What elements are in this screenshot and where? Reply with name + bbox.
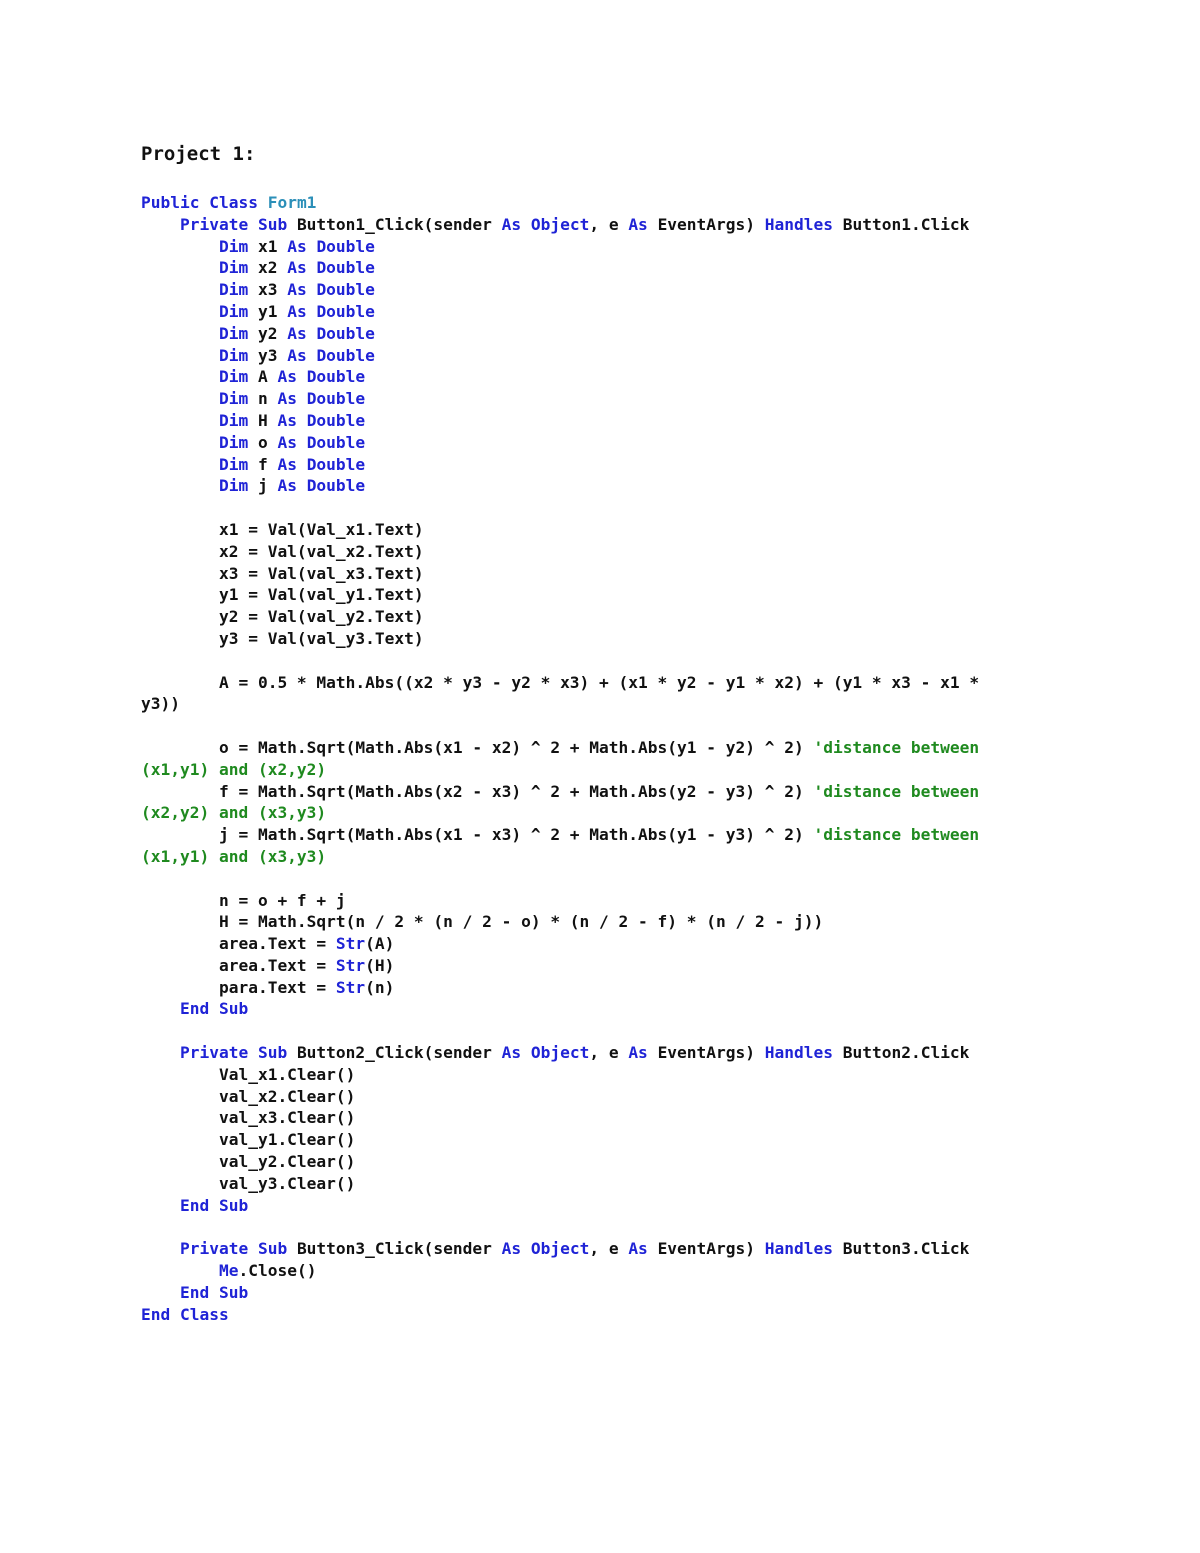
code-line xyxy=(141,563,1041,585)
code-line xyxy=(141,672,1041,694)
code-text xyxy=(141,1283,180,1302)
code-text xyxy=(141,280,219,299)
code-line xyxy=(141,737,1041,759)
code-keyword: Dim xyxy=(218,301,258,321)
code-text: x1 = Val(Val_x1.Text) xyxy=(141,519,424,539)
code-text: x2 = Val(val_x2.Text) xyxy=(141,541,424,561)
code-keyword: Handles xyxy=(764,214,843,234)
code-keyword: As Double xyxy=(287,301,375,321)
code-text: H = Math.Sqrt(n / 2 * (n / 2 - o) * (n / 2 - f) * (n / 2 - j)) xyxy=(141,912,824,932)
code-line xyxy=(141,541,1041,563)
code-type-name: Form1 xyxy=(267,193,317,212)
code-text xyxy=(141,258,219,277)
code-line xyxy=(141,236,1041,258)
code-line xyxy=(141,366,1041,388)
code-text: val_y2.Clear() xyxy=(141,1152,356,1172)
code-text: o xyxy=(257,432,278,452)
code-line xyxy=(141,1086,1041,1108)
code-line xyxy=(141,911,1041,933)
code-text: A = 0.5 * Math.Abs((x2 * y3 - y2 * x3) + (x1 * y2 - y1 * x2) + (y1 * x3 - x1 * xyxy=(141,672,980,692)
code-text xyxy=(141,215,180,234)
code-text xyxy=(141,1043,180,1062)
code-text: A xyxy=(257,367,278,387)
code-keyword: As xyxy=(628,1239,658,1259)
code-line xyxy=(141,933,1041,955)
code-line xyxy=(141,715,1041,737)
code-keyword: As Double xyxy=(287,258,375,278)
code-text: Button3_Click(sender xyxy=(296,1239,502,1259)
code-line xyxy=(141,781,1041,803)
code-line xyxy=(141,824,1041,846)
code-text: Button2.Click xyxy=(842,1043,970,1063)
code-text: x3 = Val(val_x3.Text) xyxy=(141,563,424,583)
code-keyword: Dim xyxy=(218,476,258,496)
code-text: val_y3.Clear() xyxy=(141,1173,356,1193)
code-text: Button3.Click xyxy=(842,1239,970,1259)
code-keyword: As Double xyxy=(277,389,366,409)
document-heading: Project 1: xyxy=(141,143,256,165)
code-text: f xyxy=(257,454,278,474)
code-keyword: Dim xyxy=(218,432,258,452)
code-line xyxy=(141,998,1041,1020)
code-line xyxy=(141,802,1041,824)
code-line xyxy=(141,1216,1041,1238)
code-line xyxy=(141,1238,1041,1260)
code-text: x1 xyxy=(257,236,288,256)
code-line xyxy=(141,1129,1041,1151)
code-text: Button1_Click(sender xyxy=(296,214,502,234)
code-line xyxy=(141,1304,1041,1326)
code-keyword: Str xyxy=(335,955,366,975)
code-comment: (x1,y1) and (x3,y3) xyxy=(141,846,327,866)
code-line xyxy=(141,1151,1041,1173)
code-line xyxy=(141,497,1041,519)
code-text xyxy=(141,324,219,343)
code-text: y2 = Val(val_y2.Text) xyxy=(141,607,424,627)
code-text xyxy=(141,455,219,474)
code-keyword: Dim xyxy=(218,345,258,365)
code-text: , e xyxy=(589,1043,629,1063)
code-keyword: As Double xyxy=(277,454,366,474)
code-keyword: As Double xyxy=(277,476,366,496)
code-keyword: As Double xyxy=(277,410,366,430)
code-keyword: Private Sub xyxy=(179,1043,297,1063)
code-text: , e xyxy=(589,1239,629,1259)
code-line xyxy=(141,606,1041,628)
code-text: y2 xyxy=(257,323,288,343)
code-text xyxy=(141,1196,180,1215)
code-line xyxy=(141,1195,1041,1217)
code-line xyxy=(141,454,1041,476)
code-keyword: As Object xyxy=(501,214,590,234)
code-text: val_x3.Clear() xyxy=(141,1108,356,1128)
code-keyword: Str xyxy=(335,934,366,954)
code-line xyxy=(141,584,1041,606)
code-keyword: Dim xyxy=(218,367,258,387)
code-text xyxy=(141,411,219,430)
code-keyword: Str xyxy=(335,977,366,997)
code-text: y3)) xyxy=(141,694,180,714)
code-text: n = o + f + j xyxy=(141,890,346,910)
code-text: Button1.Click xyxy=(842,214,970,234)
code-text: EventArgs) xyxy=(657,214,765,234)
code-line xyxy=(141,323,1041,345)
code-line xyxy=(141,693,1041,715)
code-text: para.Text = xyxy=(141,977,336,997)
code-keyword: As xyxy=(628,1043,658,1063)
code-text xyxy=(141,999,180,1018)
code-text: area.Text = xyxy=(141,955,336,975)
code-text: o = Math.Sqrt(Math.Abs(x1 - x2) ^ 2 + Math.Abs(y1 - y2) ^ 2) xyxy=(141,737,814,757)
code-line xyxy=(141,301,1041,323)
code-text: Button2_Click(sender xyxy=(296,1043,502,1063)
code-text xyxy=(141,346,219,365)
code-text: (H) xyxy=(365,955,395,975)
code-keyword: Dim xyxy=(218,323,258,343)
code-text: .Close() xyxy=(238,1261,317,1281)
code-text: y3 xyxy=(257,345,288,365)
code-comment: (x1,y1) and (x2,y2) xyxy=(141,759,327,779)
code-line xyxy=(141,345,1041,367)
code-comment: 'distance between xyxy=(813,737,980,757)
code-text: y1 xyxy=(257,301,288,321)
code-keyword: Dim xyxy=(218,454,258,474)
code-text: Val_x1.Clear() xyxy=(141,1064,356,1084)
code-text: val_x2.Clear() xyxy=(141,1086,356,1106)
code-line xyxy=(141,846,1041,868)
code-text xyxy=(141,1261,219,1280)
code-keyword: As xyxy=(628,214,658,234)
code-line xyxy=(141,955,1041,977)
code-keyword: Handles xyxy=(764,1239,843,1259)
code-keyword: Handles xyxy=(764,1043,843,1063)
code-line xyxy=(141,519,1041,541)
code-line xyxy=(141,628,1041,650)
code-line xyxy=(141,214,1041,236)
code-text: EventArgs) xyxy=(657,1043,765,1063)
code-line xyxy=(141,1173,1041,1195)
code-text: area.Text = xyxy=(141,934,336,954)
code-text xyxy=(141,433,219,452)
code-text xyxy=(141,237,219,256)
code-line xyxy=(141,1020,1041,1042)
code-keyword: Dim xyxy=(218,236,258,256)
code-line xyxy=(141,257,1041,279)
code-keyword: Public Class xyxy=(141,193,268,212)
code-line xyxy=(141,192,1041,214)
code-text: val_y1.Clear() xyxy=(141,1130,356,1150)
code-text xyxy=(141,1239,180,1258)
code-line xyxy=(141,1107,1041,1129)
code-keyword: Dim xyxy=(218,258,258,278)
code-line xyxy=(141,279,1041,301)
code-keyword: As Object xyxy=(501,1043,590,1063)
code-keyword: Dim xyxy=(218,410,258,430)
code-keyword: Me xyxy=(218,1261,239,1281)
code-keyword: Dim xyxy=(218,280,258,300)
code-text: x2 xyxy=(257,258,288,278)
code-line xyxy=(141,1042,1041,1064)
code-keyword: End Sub xyxy=(179,1282,249,1302)
code-comment: 'distance between xyxy=(813,781,980,801)
code-keyword: Dim xyxy=(218,389,258,409)
code-text xyxy=(141,367,219,386)
code-line xyxy=(141,475,1041,497)
code-keyword: End Class xyxy=(141,1304,229,1324)
code-line xyxy=(141,868,1041,890)
code-line xyxy=(141,650,1041,672)
code-text: n xyxy=(257,389,278,409)
code-keyword: As Double xyxy=(277,367,366,387)
code-text: EventArgs) xyxy=(657,1239,765,1259)
code-keyword: As Double xyxy=(287,280,375,300)
code-line xyxy=(141,410,1041,432)
code-keyword: Private Sub xyxy=(179,214,297,234)
code-text: H xyxy=(257,410,278,430)
code-keyword: As Double xyxy=(287,345,375,365)
code-keyword: As Double xyxy=(277,432,366,452)
code-text: y3 = Val(val_y3.Text) xyxy=(141,628,424,648)
code-keyword: Private Sub xyxy=(179,1239,297,1259)
code-keyword: End Sub xyxy=(179,1195,249,1215)
code-line xyxy=(141,1260,1041,1282)
code-text: (A) xyxy=(365,934,395,954)
code-text: j = Math.Sqrt(Math.Abs(x1 - x3) ^ 2 + Math.Abs(y1 - y3) ^ 2) xyxy=(141,825,814,845)
code-keyword: As Double xyxy=(287,236,375,256)
code-line xyxy=(141,1064,1041,1086)
code-text: x3 xyxy=(257,280,288,300)
code-comment: 'distance between xyxy=(813,825,980,845)
code-text xyxy=(141,389,219,408)
code-text: (n) xyxy=(365,977,395,997)
code-line xyxy=(141,1282,1041,1304)
code-keyword: As Object xyxy=(501,1239,590,1259)
code-block xyxy=(141,192,1041,1325)
code-text xyxy=(141,302,219,321)
code-text: y1 = Val(val_y1.Text) xyxy=(141,585,424,605)
code-keyword: As Double xyxy=(287,323,375,343)
code-line xyxy=(141,388,1041,410)
code-text: , e xyxy=(589,214,629,234)
code-text xyxy=(141,476,219,495)
code-line xyxy=(141,432,1041,454)
code-comment: (x2,y2) and (x3,y3) xyxy=(141,803,327,823)
code-text: j xyxy=(257,476,278,496)
code-line xyxy=(141,890,1041,912)
code-line xyxy=(141,977,1041,999)
code-keyword: End Sub xyxy=(179,999,249,1019)
code-line xyxy=(141,759,1041,781)
code-text: f = Math.Sqrt(Math.Abs(x2 - x3) ^ 2 + Math.Abs(y2 - y3) ^ 2) xyxy=(141,781,814,801)
